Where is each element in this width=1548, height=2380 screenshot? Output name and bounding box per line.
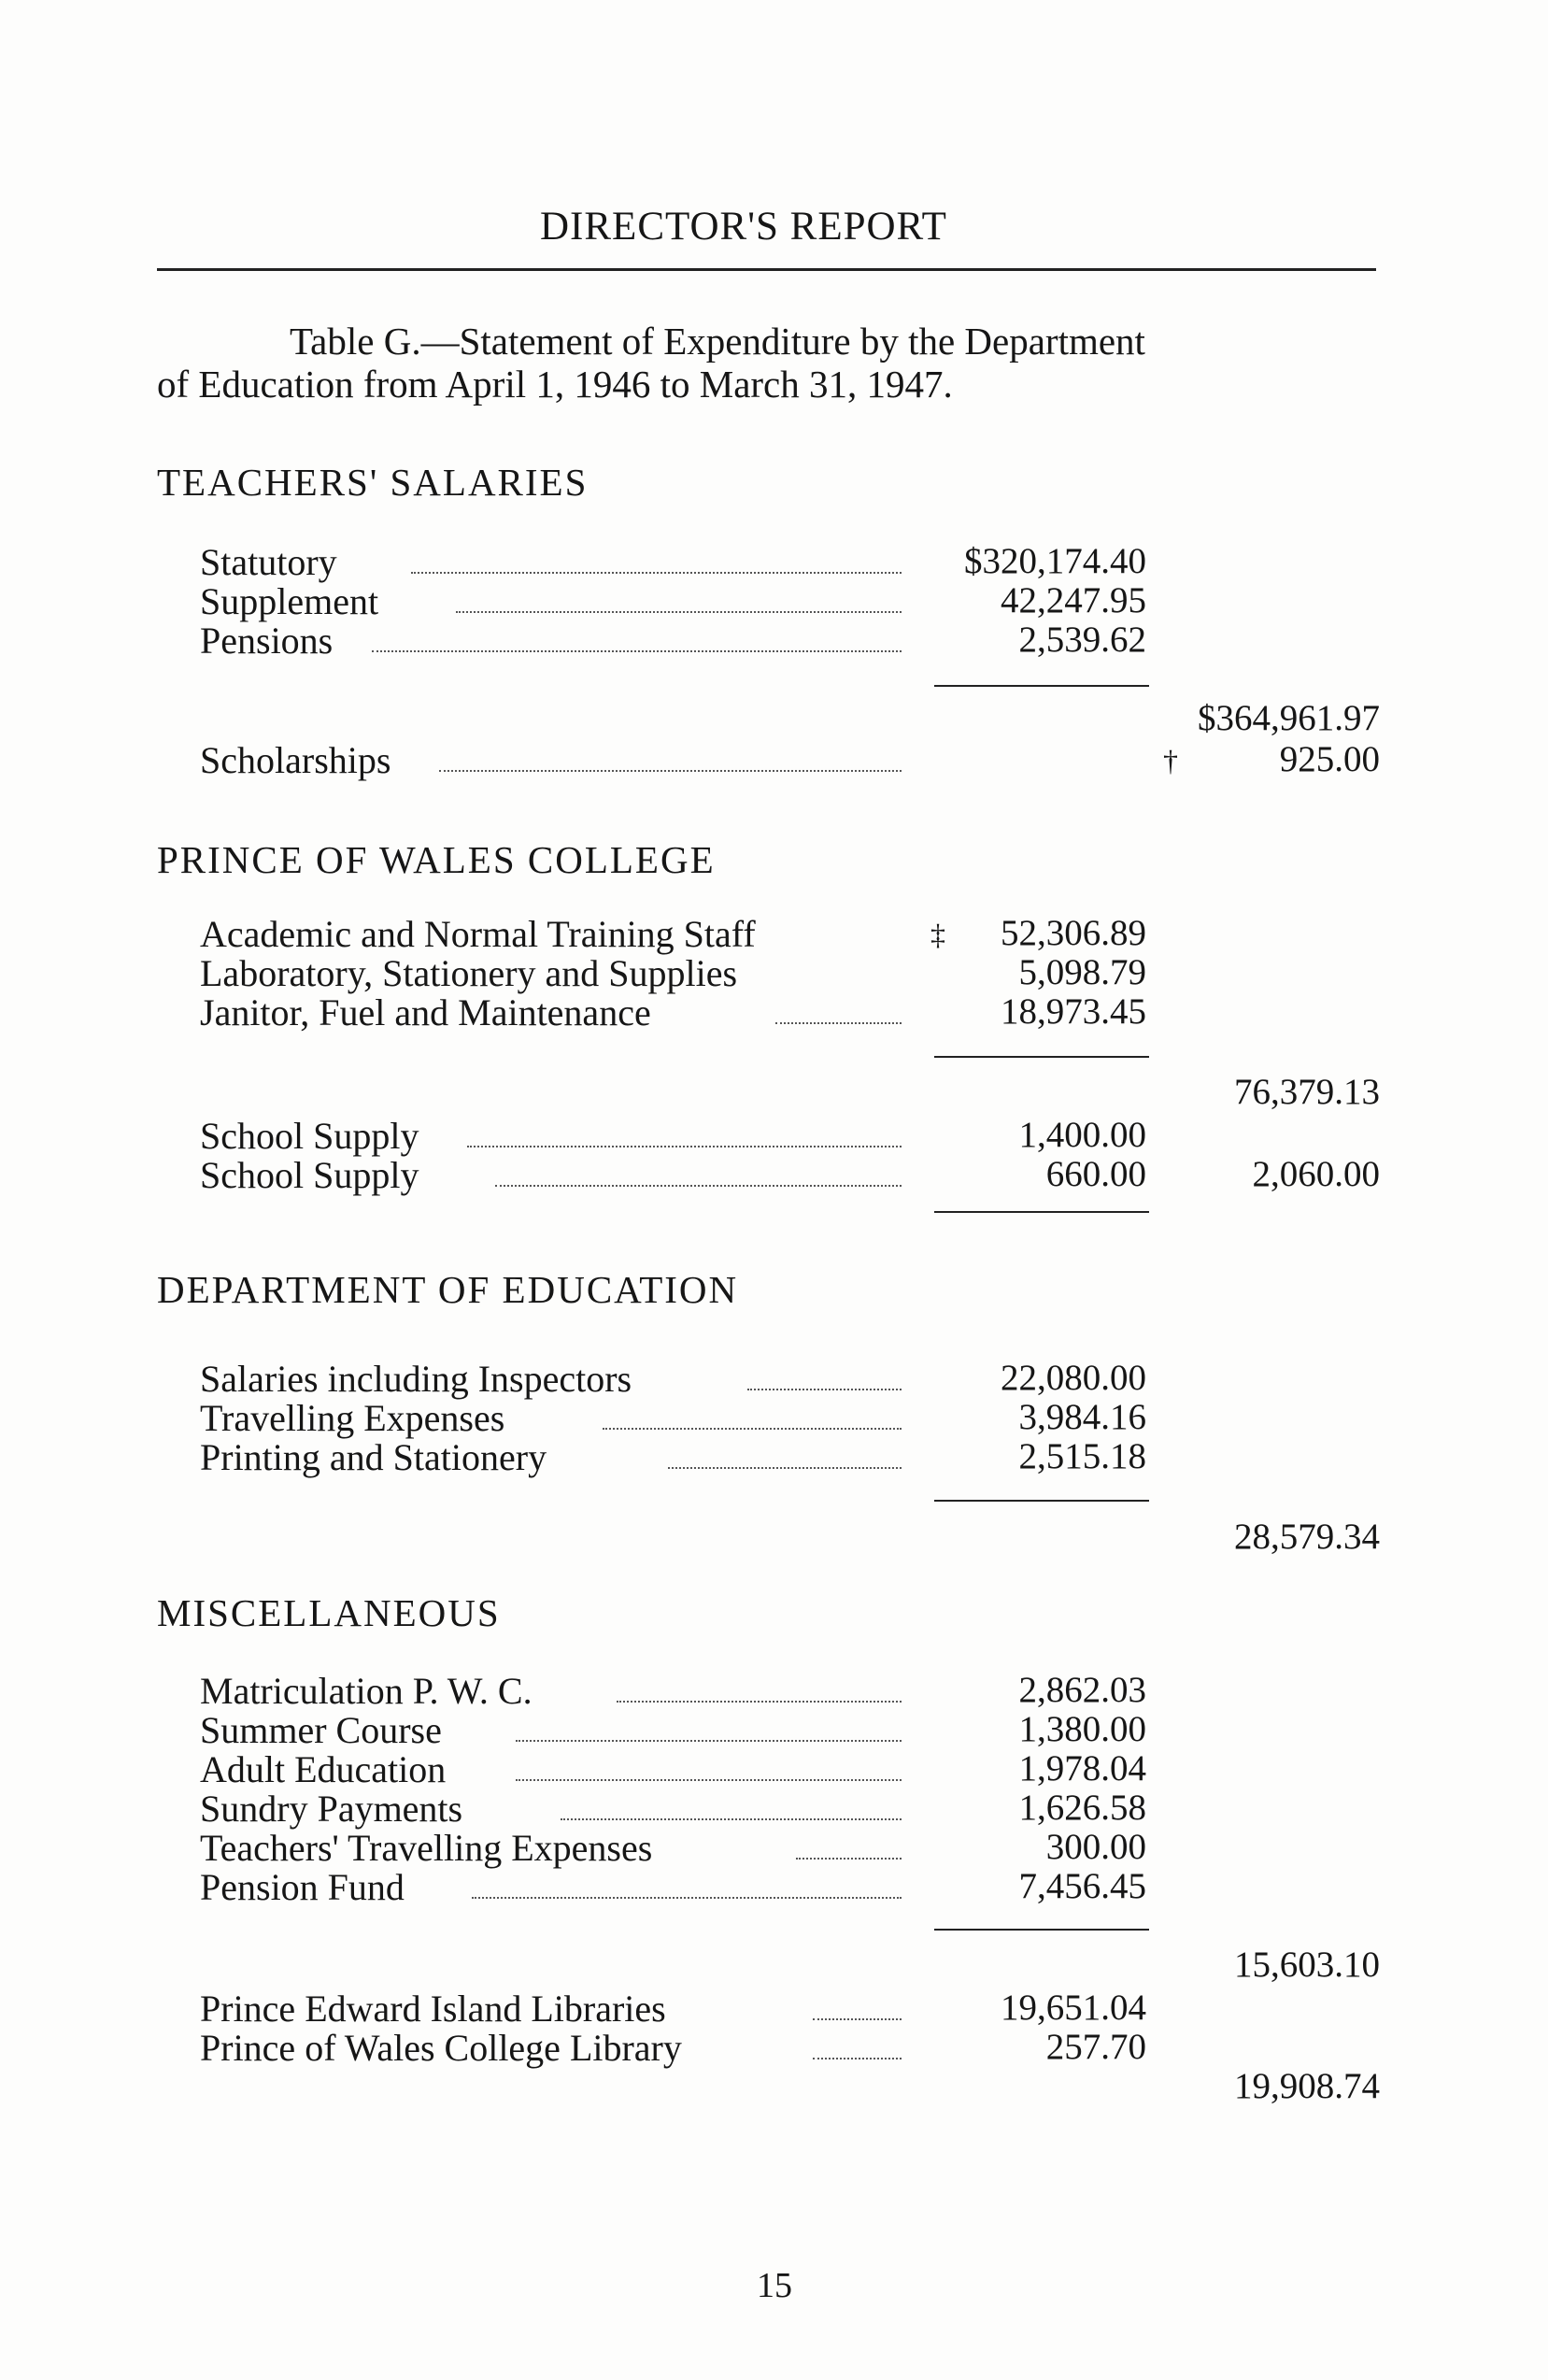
dot-leader — [372, 650, 902, 652]
section-total: 15,603.10 — [1234, 1945, 1380, 1985]
table-caption-line-2: of Education from April 1, 1946 to March 31, 1947. — [157, 363, 953, 406]
line-item-label: Supplement — [200, 580, 379, 622]
dot-leader — [516, 1779, 902, 1781]
line-item-label: Sundry Payments — [200, 1788, 463, 1830]
line-item-amount: 300.00 — [1045, 1827, 1146, 1867]
line-item-amount: 1,978.04 — [1018, 1748, 1146, 1789]
line-item-label: Adult Education — [200, 1748, 447, 1790]
dot-leader — [516, 1740, 902, 1742]
line-item-amount: 7,456.45 — [1018, 1866, 1146, 1906]
section-heading-prince-of-wales-college: PRINCE OF WALES COLLEGE — [157, 838, 716, 881]
line-item-label: Academic and Normal Training Staff — [200, 913, 756, 955]
dot-leader — [561, 1818, 902, 1820]
line-item-amount: 2,539.62 — [1018, 620, 1146, 660]
section-total: 2,060.00 — [1252, 1154, 1380, 1194]
line-item-label: Prince of Wales College Library — [200, 2027, 682, 2069]
line-item-label: Janitor, Fuel and Maintenance — [200, 991, 651, 1033]
section-total: 76,379.13 — [1234, 1072, 1380, 1112]
line-item-amount: 3,984.16 — [1018, 1397, 1146, 1437]
line-item-label: School Supply — [200, 1154, 419, 1196]
line-item-label: Pension Fund — [200, 1866, 405, 1908]
line-item-amount: 2,515.18 — [1018, 1436, 1146, 1476]
line-item-label: Salaries including Inspectors — [200, 1358, 632, 1400]
header-rule — [157, 268, 1376, 271]
dot-leader — [472, 1897, 902, 1899]
line-item-label: Prince Edward Island Libraries — [200, 1988, 666, 2030]
section-heading-teachers-salaries: TEACHERS' SALARIES — [157, 461, 589, 504]
line-item-amount: 18,973.45 — [1001, 991, 1146, 1032]
line-item-label: Teachers' Travelling Expenses — [200, 1827, 653, 1869]
subtotal-rule — [934, 1929, 1149, 1931]
line-item-label: Statutory — [200, 541, 337, 583]
line-item-amount: 22,080.00 — [1001, 1358, 1146, 1398]
line-item-label: Printing and Stationery — [200, 1436, 547, 1478]
line-item-amount: 19,651.04 — [1001, 1988, 1146, 2028]
subtotal-rule — [934, 1056, 1149, 1058]
line-item-label: Scholarships — [200, 739, 391, 781]
line-item-label: School Supply — [200, 1115, 419, 1157]
page-number: 15 — [757, 2266, 792, 2305]
line-item-label: Travelling Expenses — [200, 1397, 505, 1439]
section-heading-department-of-education: DEPARTMENT OF EDUCATION — [157, 1268, 739, 1311]
line-item-label: Laboratory, Stationery and Supplies — [200, 952, 738, 994]
dot-leader — [456, 611, 902, 613]
line-item-amount: 1,380.00 — [1018, 1709, 1146, 1749]
subtotal-rule — [934, 685, 1149, 687]
line-item-amount: 2,862.03 — [1018, 1670, 1146, 1710]
line-item-amount: 42,247.95 — [1001, 580, 1146, 620]
line-item-label: Summer Course — [200, 1709, 442, 1751]
dot-leader — [813, 2018, 902, 2020]
table-caption-line-1: Table G.—Statement of Expenditure by the Department — [290, 320, 1145, 363]
subtotal-rule — [934, 1211, 1149, 1213]
dot-leader — [617, 1701, 902, 1703]
line-item-amount: 5,098.79 — [1018, 952, 1146, 992]
dot-leader — [603, 1428, 902, 1430]
dot-leader — [467, 1146, 902, 1147]
line-item-label: Matriculation P. W. C. — [200, 1670, 533, 1712]
section-total: $364,961.97 — [1198, 698, 1380, 738]
line-item-amount: 1,400.00 — [1018, 1115, 1146, 1155]
dot-leader — [775, 1022, 902, 1024]
line-item-amount: 257.70 — [1045, 2027, 1146, 2067]
subtotal-rule — [934, 1500, 1149, 1502]
line-item-amount: 1,626.58 — [1018, 1788, 1146, 1828]
dot-leader — [813, 2058, 902, 2059]
line-item-amount: $320,174.40 — [964, 541, 1146, 581]
section-total: 28,579.34 — [1234, 1517, 1380, 1557]
line-item-amount: 660.00 — [1045, 1154, 1146, 1194]
dot-leader — [439, 770, 902, 772]
section-heading-miscellaneous: MISCELLANEOUS — [157, 1591, 501, 1634]
dot-leader — [411, 572, 902, 574]
dot-leader — [668, 1467, 902, 1469]
footnote-marker: † — [1163, 744, 1178, 777]
dot-leader — [495, 1185, 902, 1187]
line-item-amount: 52,306.89 — [1001, 913, 1146, 953]
footnote-marker: ‡ — [930, 918, 945, 951]
dot-leader — [747, 1389, 902, 1390]
dot-leader — [796, 1858, 902, 1860]
running-header: DIRECTOR'S REPORT — [540, 205, 947, 249]
section-total: 19,908.74 — [1234, 2066, 1380, 2106]
section-total: 925.00 — [1279, 739, 1380, 779]
line-item-label: Pensions — [200, 620, 334, 662]
